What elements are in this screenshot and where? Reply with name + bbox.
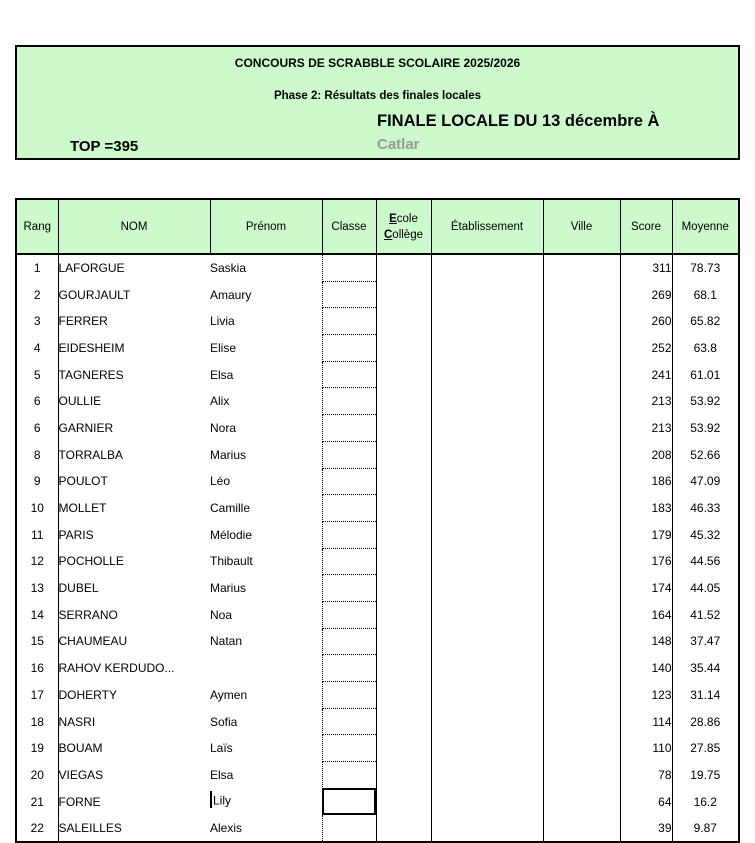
cell-nom[interactable]: OULLIE (58, 394, 102, 409)
table-row (16, 628, 739, 655)
cell-moyenne[interactable]: 31.14 (690, 687, 721, 702)
header-etablissement[interactable] (431, 199, 543, 254)
table-row (16, 815, 739, 842)
table-row (16, 521, 739, 548)
cell-etablissement[interactable] (431, 601, 543, 628)
table-row (16, 388, 739, 415)
cell-etablissement[interactable] (431, 575, 543, 602)
cell-prenom[interactable]: Marius (210, 581, 247, 596)
cell-ecole[interactable] (376, 655, 431, 682)
cell-etablissement[interactable] (431, 735, 543, 762)
finale-heading: FINALE LOCALE DU 13 décembre À (377, 112, 660, 130)
cell-rang[interactable]: 17 (16, 682, 58, 709)
cell-score[interactable]: 311 (620, 254, 672, 281)
cell-etablissement[interactable] (431, 762, 543, 789)
cell-ecole[interactable] (376, 575, 431, 602)
cell-moyenne[interactable]: 27.85 (690, 741, 721, 756)
cell-prenom[interactable]: Lily (210, 788, 322, 815)
cell-rang[interactable]: 15 (16, 628, 58, 655)
cell-nom[interactable]: NASRI (58, 714, 96, 729)
cell-ecole[interactable] (376, 601, 431, 628)
cell-rang[interactable]: 4 (16, 335, 58, 362)
cell-classe[interactable] (322, 254, 376, 281)
cell-ville[interactable] (543, 308, 620, 335)
top-score-label: TOP =395 (70, 138, 139, 155)
cell-ecole[interactable] (376, 468, 431, 495)
table-row (16, 335, 739, 362)
header-prenom[interactable] (210, 199, 322, 254)
contest-title: CONCOURS DE SCRABBLE SCOLAIRE 2025/2026 (234, 56, 521, 70)
cell-rang[interactable]: 14 (16, 601, 58, 628)
table-row (16, 548, 739, 575)
cell-classe[interactable] (322, 762, 376, 789)
table-row (16, 788, 739, 815)
cell-score[interactable]: 183 (620, 495, 672, 522)
cell-moyenne[interactable]: 65.82 (690, 314, 721, 329)
cell-classe[interactable] (322, 735, 376, 762)
cell-etablissement[interactable] (431, 388, 543, 415)
cell-ville[interactable] (543, 708, 620, 735)
cell-rang[interactable]: 6 (16, 388, 58, 415)
cell-nom[interactable]: BOUAM (58, 741, 103, 756)
cell-prenom[interactable]: Laïs (210, 741, 233, 756)
cell-score[interactable]: 174 (620, 575, 672, 602)
cell-ecole[interactable] (376, 788, 431, 815)
results-tbody (16, 254, 739, 842)
cell-moyenne[interactable]: 68.1 (693, 287, 717, 302)
cell-rang[interactable]: 9 (16, 468, 58, 495)
cell-rang[interactable]: 19 (16, 735, 58, 762)
header-score[interactable] (620, 199, 672, 254)
cell-ecole[interactable] (376, 735, 431, 762)
cell-etablissement[interactable] (431, 815, 543, 842)
cell-rang[interactable]: 2 (16, 281, 58, 308)
table-header-row (16, 199, 739, 254)
header-moyenne[interactable] (672, 199, 739, 254)
cell-ville[interactable] (543, 335, 620, 362)
cell-ecole[interactable] (376, 495, 431, 522)
cell-etablissement[interactable] (431, 415, 543, 442)
cell-ecole[interactable] (376, 281, 431, 308)
cell-ecole[interactable] (376, 415, 431, 442)
cell-ville[interactable] (543, 495, 620, 522)
cell-nom[interactable]: MOLLET (58, 501, 107, 516)
cell-nom[interactable]: POULOT (58, 474, 108, 489)
cell-ecole[interactable] (376, 762, 431, 789)
cell-score[interactable]: 114 (620, 708, 672, 735)
cell-prenom[interactable]: Elsa (210, 367, 234, 382)
cell-etablissement[interactable] (431, 521, 543, 548)
cell-etablissement[interactable] (431, 361, 543, 388)
cell-rang[interactable]: 21 (16, 788, 58, 815)
table-row (16, 682, 739, 709)
cell-etablissement[interactable] (431, 788, 543, 815)
cell-score[interactable]: 241 (620, 361, 672, 388)
cell-prenom[interactable]: Elise (210, 340, 237, 355)
cell-etablissement[interactable] (431, 335, 543, 362)
cell-rang[interactable]: 8 (16, 441, 58, 468)
cell-etablissement[interactable] (431, 495, 543, 522)
header-rang-label: Rang (23, 220, 51, 233)
cell-moyenne[interactable]: 28.86 (690, 714, 721, 729)
table-row (16, 308, 739, 335)
cell-nom[interactable]: CHAUMEAU (58, 634, 128, 649)
cell-ville[interactable] (543, 601, 620, 628)
cell-ville[interactable] (543, 575, 620, 602)
header-score-label: Score (630, 220, 662, 233)
cell-ecole[interactable] (376, 254, 431, 281)
cell-score[interactable]: 110 (620, 735, 672, 762)
header-ecole-rest: cole (396, 212, 418, 225)
cell-ville[interactable] (543, 788, 620, 815)
cell-ville[interactable] (543, 628, 620, 655)
cell-score[interactable]: 140 (620, 655, 672, 682)
cell-ecole[interactable] (376, 335, 431, 362)
table-row (16, 254, 739, 281)
cell-prenom[interactable]: Alix (210, 394, 230, 409)
cell-ville[interactable] (543, 815, 620, 842)
table-row (16, 708, 739, 735)
cell-prenom[interactable] (210, 655, 322, 682)
table-row (16, 441, 739, 468)
cell-ville[interactable] (543, 735, 620, 762)
cell-moyenne[interactable]: 47.09 (690, 474, 721, 489)
cell-etablissement[interactable] (431, 548, 543, 575)
table-row (16, 415, 739, 442)
cell-moyenne[interactable]: 35.44 (690, 661, 721, 676)
cell-ville[interactable] (543, 415, 620, 442)
cell-rang[interactable]: 6 (16, 415, 58, 442)
cell-score[interactable]: 179 (620, 521, 672, 548)
table-row (16, 655, 739, 682)
cell-rang[interactable]: 5 (16, 361, 58, 388)
cell-classe[interactable] (322, 521, 376, 548)
cell-etablissement[interactable] (431, 254, 543, 281)
cell-classe[interactable] (322, 655, 376, 682)
header-prenom-label: Prénom (245, 220, 287, 233)
cell-prenom[interactable]: Saskia (210, 261, 247, 276)
cell-classe[interactable] (322, 815, 376, 842)
cell-moyenne[interactable]: 52.66 (690, 447, 721, 462)
cell-classe[interactable] (322, 441, 376, 468)
cell-nom[interactable]: TAGNERES (58, 367, 124, 382)
cell-ecole[interactable] (376, 815, 431, 842)
cell-rang[interactable]: 20 (16, 762, 58, 789)
header-college-line (377, 227, 431, 243)
cell-moyenne[interactable]: 46.33 (690, 501, 721, 516)
cell-prenom[interactable]: Sofia (210, 714, 238, 729)
cell-nom[interactable]: SALEILLES (58, 821, 122, 836)
cell-score[interactable]: 123 (620, 682, 672, 709)
cell-etablissement[interactable] (431, 628, 543, 655)
header-ville[interactable] (543, 199, 620, 254)
table-row (16, 575, 739, 602)
table-row (16, 762, 739, 789)
cell-classe[interactable] (322, 708, 376, 735)
cell-classe[interactable] (322, 548, 376, 575)
cell-ville[interactable] (543, 548, 620, 575)
cell-rang[interactable]: 16 (16, 655, 58, 682)
cell-ville[interactable] (543, 468, 620, 495)
cell-nom[interactable]: EIDESHEIM (58, 340, 125, 355)
cell-rang[interactable]: 13 (16, 575, 58, 602)
cell-ecole[interactable] (376, 548, 431, 575)
cell-score[interactable]: 164 (620, 601, 672, 628)
header-rang[interactable] (16, 199, 58, 254)
cell-moyenne[interactable]: 53.92 (690, 394, 721, 409)
cell-nom[interactable]: PARIS (58, 527, 94, 542)
selected-cell[interactable] (322, 788, 376, 815)
cell-classe[interactable] (322, 495, 376, 522)
cell-score[interactable]: 186 (620, 468, 672, 495)
cell-ecole[interactable] (376, 388, 431, 415)
cell-nom[interactable]: POCHOLLE (58, 554, 124, 569)
cell-ecole[interactable] (376, 682, 431, 709)
cell-classe[interactable] (322, 308, 376, 335)
cell-classe[interactable] (322, 468, 376, 495)
cell-nom[interactable]: DUBEL (58, 581, 99, 596)
table-row (16, 281, 739, 308)
cell-rang[interactable]: 10 (16, 495, 58, 522)
cell-classe[interactable] (322, 335, 376, 362)
cell-moyenne[interactable]: 16.2 (693, 794, 717, 809)
header-ecole-line (377, 211, 431, 227)
cell-moyenne[interactable]: 9.87 (693, 821, 717, 836)
cell-prenom[interactable]: Marius (210, 447, 247, 462)
results-table (15, 198, 740, 843)
cell-nom[interactable]: GOURJAULT (58, 287, 131, 302)
cell-moyenne[interactable]: 19.75 (690, 767, 721, 782)
cell-classe[interactable] (322, 415, 376, 442)
table-row (16, 735, 739, 762)
cell-etablissement[interactable] (431, 468, 543, 495)
cell-moyenne[interactable]: 41.52 (690, 607, 721, 622)
cell-moyenne[interactable]: 78.73 (690, 261, 721, 276)
cell-classe[interactable] (322, 281, 376, 308)
cell-prenom[interactable]: Camille (210, 501, 251, 516)
text-caret (210, 791, 212, 808)
header-moyenne-label: Moyenne (681, 220, 729, 233)
cell-ville[interactable] (543, 281, 620, 308)
cell-score[interactable]: 78 (620, 762, 672, 789)
cell-prenom[interactable]: Nora (210, 420, 237, 435)
cell-classe[interactable] (322, 575, 376, 602)
cell-prenom[interactable]: Livia (210, 314, 235, 329)
cell-moyenne[interactable]: 61.01 (690, 367, 721, 382)
cell-score[interactable]: 269 (620, 281, 672, 308)
cell-nom[interactable]: TORRALBA (58, 447, 123, 462)
cell-prenom[interactable]: Léo (210, 474, 231, 489)
cell-nom[interactable]: FERRER (58, 314, 108, 329)
cell-moyenne[interactable]: 45.32 (690, 527, 721, 542)
cell-prenom[interactable]: Natan (210, 634, 243, 649)
header-nom-label: NOM (120, 220, 148, 233)
cell-nom[interactable]: RAHOV KERDUDO... (58, 661, 175, 676)
cell-nom[interactable]: FORNE (58, 794, 101, 809)
cell-score[interactable]: 213 (620, 415, 672, 442)
cell-nom[interactable]: VIEGAS (58, 767, 104, 782)
header-classe[interactable] (322, 199, 376, 254)
cell-classe[interactable] (322, 682, 376, 709)
cell-rang[interactable]: 3 (16, 308, 58, 335)
header-ecole-first-letter: E (389, 212, 397, 225)
header-nom[interactable] (58, 199, 210, 254)
cell-ecole[interactable] (376, 628, 431, 655)
cell-score[interactable]: 148 (620, 628, 672, 655)
cell-classe[interactable] (322, 628, 376, 655)
cell-rang[interactable]: 1 (16, 254, 58, 281)
cell-ecole[interactable] (376, 441, 431, 468)
cell-score[interactable]: 252 (620, 335, 672, 362)
cell-moyenne[interactable]: 53.92 (690, 420, 721, 435)
header-college-rest: ollège (392, 228, 423, 241)
cell-ecole[interactable] (376, 708, 431, 735)
cell-moyenne[interactable]: 63.8 (693, 340, 717, 355)
table-row (16, 601, 739, 628)
cell-score[interactable]: 260 (620, 308, 672, 335)
cell-ville[interactable] (543, 254, 620, 281)
cell-moyenne[interactable]: 44.05 (690, 581, 721, 596)
cell-nom[interactable]: DOHERTY (58, 687, 117, 702)
cell-rang[interactable]: 12 (16, 548, 58, 575)
cell-ville[interactable] (543, 655, 620, 682)
cell-rang[interactable]: 22 (16, 815, 58, 842)
cell-ville[interactable] (543, 361, 620, 388)
cell-classe[interactable] (322, 361, 376, 388)
cell-nom[interactable]: LAFORGUE (58, 261, 125, 276)
cell-prenom[interactable]: Thibault (210, 554, 253, 569)
cell-prenom[interactable]: Amaury (210, 287, 252, 302)
header-ecole-college[interactable] (376, 199, 431, 254)
cell-prenom[interactable]: Noa (210, 607, 233, 622)
cell-etablissement[interactable] (431, 682, 543, 709)
cell-score[interactable]: 64 (620, 788, 672, 815)
cell-nom[interactable]: GARNIER (58, 420, 114, 435)
cell-moyenne[interactable]: 37.47 (690, 634, 721, 649)
cell-rang[interactable]: 11 (16, 521, 58, 548)
table-row (16, 468, 739, 495)
cell-ecole[interactable] (376, 521, 431, 548)
cell-score[interactable]: 176 (620, 548, 672, 575)
cell-ville[interactable] (543, 521, 620, 548)
cell-etablissement[interactable] (431, 708, 543, 735)
table-row (16, 361, 739, 388)
cell-nom[interactable]: SERRANO (58, 607, 118, 622)
cell-score[interactable]: 208 (620, 441, 672, 468)
cell-ecole[interactable] (376, 308, 431, 335)
header-ville-label: Ville (570, 220, 593, 233)
cell-moyenne[interactable]: 44.56 (690, 554, 721, 569)
finale-city: Catlar (377, 136, 420, 153)
contest-banner (15, 45, 740, 160)
cell-ville[interactable] (543, 762, 620, 789)
cell-ville[interactable] (543, 682, 620, 709)
cell-prenom[interactable]: Aymen (210, 687, 248, 702)
header-classe-label: Classe (331, 220, 367, 233)
cell-etablissement[interactable] (431, 655, 543, 682)
cell-ecole[interactable] (376, 361, 431, 388)
phase-subtitle: Phase 2: Résultats des finales locales (273, 90, 482, 102)
cell-prenom[interactable]: Mélodie (210, 527, 253, 542)
cell-rang[interactable]: 18 (16, 708, 58, 735)
cell-etablissement[interactable] (431, 308, 543, 335)
cell-classe[interactable] (322, 601, 376, 628)
cell-score[interactable]: 39 (620, 815, 672, 842)
cell-etablissement[interactable] (431, 441, 543, 468)
cell-ville[interactable] (543, 388, 620, 415)
cell-etablissement[interactable] (431, 281, 543, 308)
cell-prenom[interactable]: Alexis (210, 821, 243, 836)
cell-ville[interactable] (543, 441, 620, 468)
header-etablissement-label: Établissement (450, 220, 524, 233)
header-college-first-letter: C (383, 228, 393, 241)
table-row (16, 495, 739, 522)
cell-score[interactable]: 213 (620, 388, 672, 415)
cell-classe[interactable] (322, 388, 376, 415)
cell-prenom[interactable]: Elsa (210, 767, 234, 782)
